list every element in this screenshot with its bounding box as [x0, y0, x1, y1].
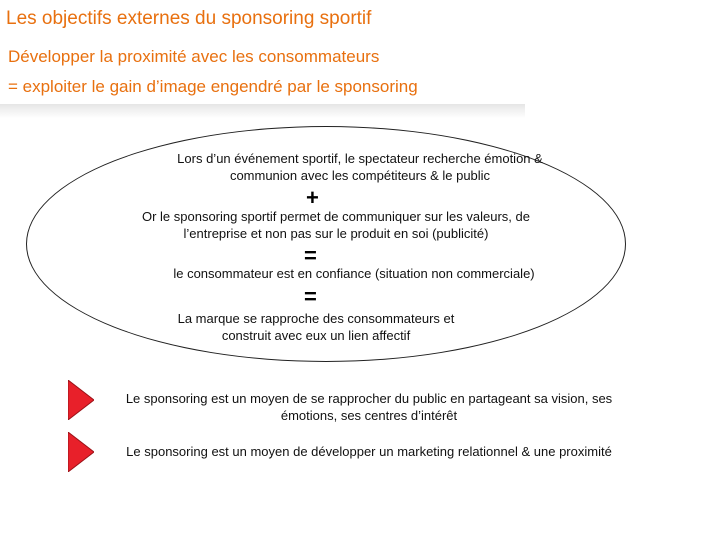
conclusion-1-line-2: émotions, ses centres d’intérêt: [280, 408, 458, 423]
ellipse-block-2: [76, 208, 596, 242]
subtitle-line-2: = exploiter le gain d’image engendré par le sponsoring: [8, 77, 418, 96]
ellipse-block-2-line-1: Or le sponsoring sportif permet de communiquer sur les valeurs, de: [141, 209, 530, 224]
plus-operator: +: [306, 185, 319, 210]
ellipse-block-4-line-1: La marque se rapproche des consommateurs et: [177, 311, 455, 326]
equals-operator-1: =: [304, 243, 317, 268]
ellipse-block-1-line-2: communion avec les compétiteurs & le public: [229, 168, 491, 183]
conclusion-2-line-1: Le sponsoring est un moyen de développer un marketing relationnel & une proximité: [126, 444, 612, 459]
subtitle-line-1: Développer la proximité avec les consommateurs: [8, 47, 380, 66]
ellipse-block-1: [100, 150, 620, 184]
page-title: Les objectifs externes du sponsoring sportif: [6, 8, 372, 29]
ellipse-block-3: le consommateur est en confiance (situation non commerciale): [173, 266, 535, 281]
conclusion-1: [84, 390, 654, 424]
conclusion-2: [84, 443, 654, 460]
ellipse-block-4: [56, 310, 576, 344]
ellipse-block-1-line-1: Lors d’un événement sportif, le spectateur recherche émotion &: [177, 151, 543, 166]
equals-operator-2: =: [304, 284, 317, 309]
ellipse-block-2-line-2: l’entreprise et non pas sur le produit en soi (publicité): [183, 226, 489, 241]
conclusion-1-line-1: Le sponsoring est un moyen de se rapprocher du public en partageant sa vision, ses: [125, 391, 613, 406]
subtitle-shadow: [0, 104, 525, 118]
ellipse-block-4-line-2: construit avec eux un lien affectif: [221, 328, 411, 343]
